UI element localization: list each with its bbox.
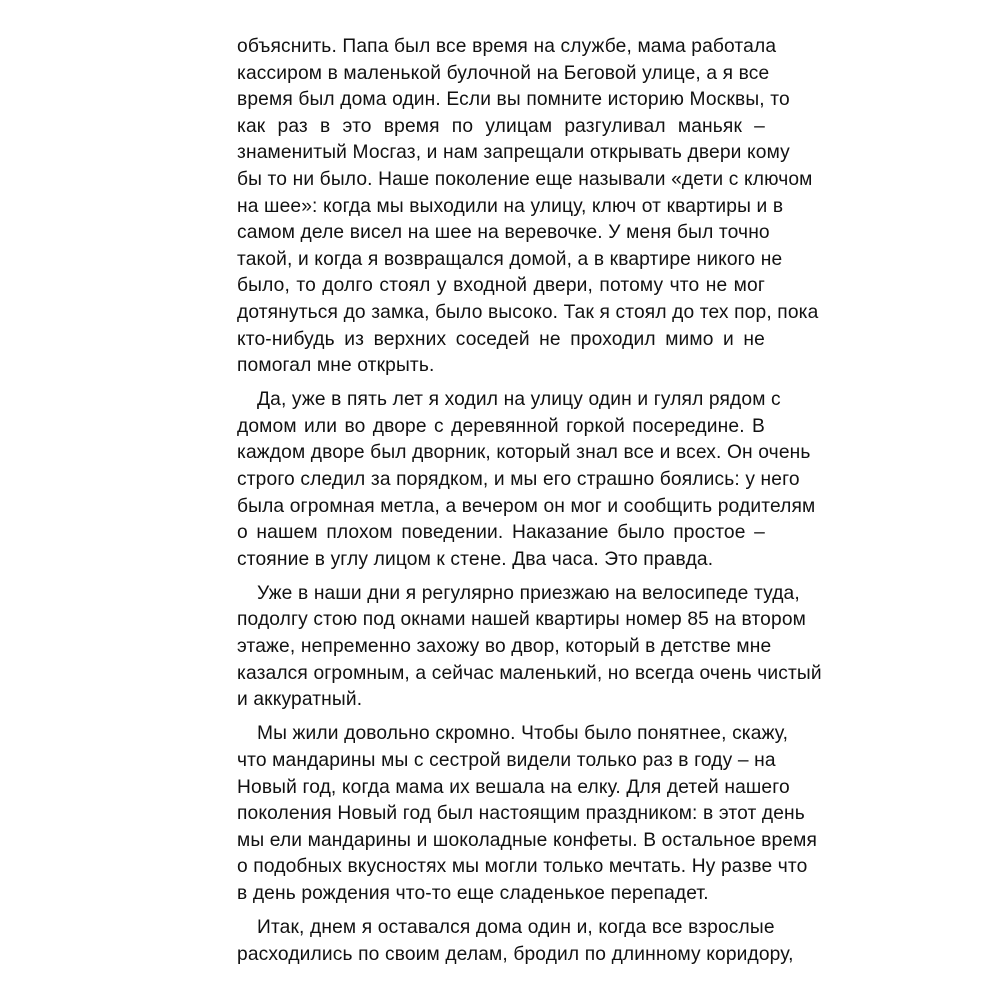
- paragraph: [237, 34, 819, 380]
- text-line: мы ели мандарины и шоколадные конфеты. В остальное время: [237, 829, 818, 851]
- paragraph: [237, 581, 822, 714]
- text-line: кто-нибудь из верхних соседей не проходил мимо и не: [237, 328, 765, 350]
- text-line: подолгу стою под окнами нашей квартиры номер 85 на втором: [237, 609, 806, 631]
- text-line: Да, уже в пять лет я ходил на улицу один и гулял рядом с: [257, 389, 781, 411]
- paragraph: [237, 915, 794, 968]
- text-line: поколения Новый год был настоящим праздником: в этот день: [237, 803, 805, 825]
- body-text: [237, 34, 822, 968]
- text-line: дотянуться до замка, было высоко. Так я стоял до тех пор, пока: [237, 301, 819, 323]
- text-line: что мандарины мы с сестрой видели только раз в году – на: [237, 749, 776, 771]
- text-line: Итак, днем я оставался дома один и, когда все взрослые: [257, 917, 775, 938]
- text-line: стояние в углу лицом к стене. Два часа. Это правда.: [237, 548, 714, 570]
- text-line: каждом дворе был дворник, который знал все и всех. Он очень: [237, 442, 811, 464]
- text-line: Новый год, когда мама их вешала на елку. Для детей нашего: [237, 776, 790, 798]
- text-line: Уже в наши дни я регулярно приезжаю на велосипеде туда,: [257, 582, 800, 604]
- text-line: бы то ни было. Наше поколение еще называли «дети с ключом: [237, 168, 813, 190]
- text-line: объяснить. Папа был все время на службе, мама работала: [237, 36, 777, 57]
- paragraph: [237, 387, 816, 573]
- text-line: как раз в это время по улицам разгуливал маньяк –: [237, 115, 765, 137]
- paragraph: [237, 721, 818, 907]
- text-line: кассиром в маленькой булочной на Беговой улице, а я все: [237, 62, 770, 84]
- text-line: было, то долго стоял у входной двери, потому что не мог: [237, 275, 765, 297]
- text-line: знаменитый Мосгаз, и нам запрещали открывать двери кому: [237, 142, 790, 164]
- text-line: была огромная метла, а вечером он мог и сообщить родителям: [237, 495, 816, 517]
- text-line: помогал мне открыть.: [237, 355, 435, 377]
- text-line: о подобных вкусностях мы могли только мечтать. Ну разве что: [237, 856, 808, 878]
- text-line: расходились по своим делам, бродил по длинному коридору,: [237, 943, 794, 965]
- text-line: в день рождения что-то еще сладенькое перепадет.: [237, 882, 709, 904]
- text-line: на шее»: когда мы выходили на улицу, ключ от квартиры и в: [237, 195, 784, 217]
- text-line: о нашем плохом поведении. Наказание было простое –: [237, 522, 765, 544]
- text-line: такой, и когда я возвращался домой, а в квартире никого не: [237, 248, 783, 270]
- text-line: строго следил за порядком, и мы его страшно боялись: у него: [237, 469, 800, 490]
- text-line: этаже, непременно захожу во двор, который в детстве мне: [237, 636, 772, 658]
- text-line: Мы жили довольно скромно. Чтобы было понятнее, скажу,: [257, 723, 789, 745]
- text-line: время был дома один. Если вы помните историю Москвы, то: [237, 89, 790, 111]
- text-line: самом деле висел на шее на веревочке. У меня был точно: [237, 222, 770, 244]
- text-line: казался огромным, а сейчас маленький, но всегда очень чистый: [237, 662, 822, 684]
- text-line: и аккуратный.: [237, 689, 363, 711]
- text-line: домом или во дворе с деревянной горкой посередине. В: [237, 415, 765, 437]
